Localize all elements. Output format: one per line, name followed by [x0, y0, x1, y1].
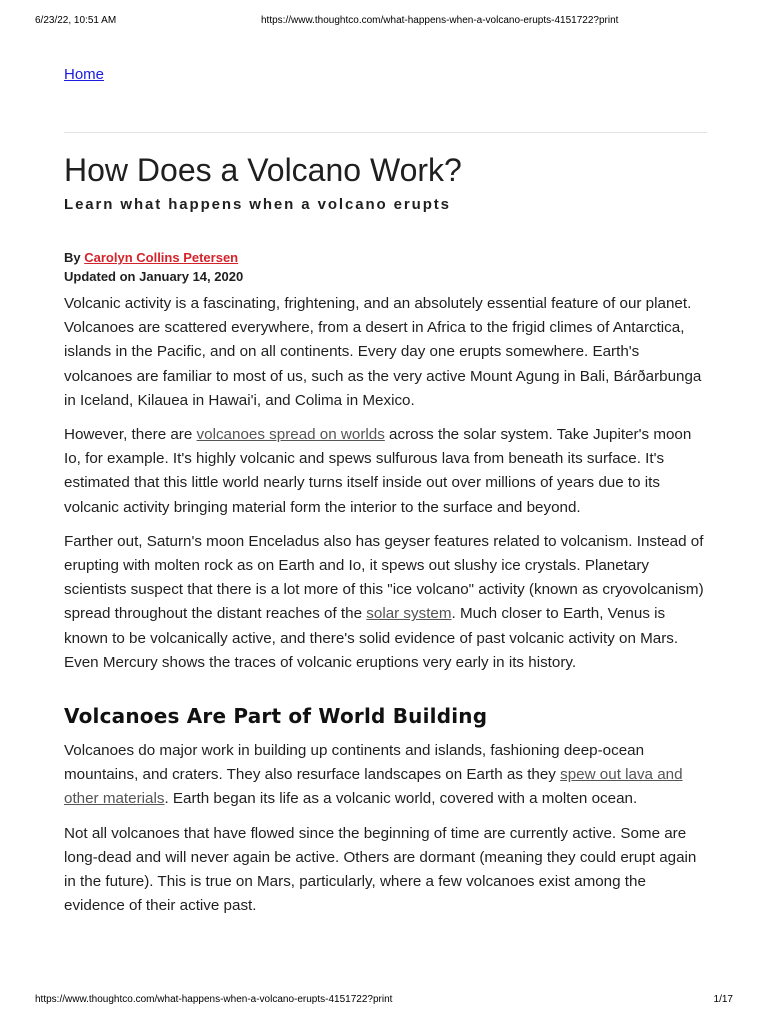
paragraph-2-text-b: across the solar system. Take Jupiter's moon Io, for example. It's highly volcanic and spews sulfurous lava from beneath its surface. It's estimated that this little world nearly turns itself inside out over millions of years due to its volcanic activity bringing material form the interior to the surface and beyond.: [64, 426, 692, 516]
paragraph-4-text-a: Volcanoes do major work in building up continents and islands, fashioning deep-ocean mountains, and craters. They also resurface landscapes on Earth as they: [64, 742, 645, 784]
paragraph-5: Not all volcanoes that have flowed since the beginning of time are currently active. Some are long-dead and will never again be active. Others are dormant (meaning they could erupt again in the future). This is true on Mars, particularly, where a few volcanoes exist among the evidence of their active past.: [64, 824, 697, 915]
section-heading: Volcanoes Are Part of World Building: [64, 704, 488, 729]
updated-date: Updated on January 14, 2020: [64, 269, 244, 284]
lava-materials-link[interactable]: spew out lava and other materials: [64, 766, 683, 808]
byline-prefix: By: [64, 250, 85, 265]
article-body: [64, 292, 707, 928]
print-datetime: 6/23/22, 10:51 AM: [35, 15, 117, 26]
article-title: How Does a Volcano Work?: [64, 152, 462, 188]
divider: [64, 132, 707, 133]
print-header: [0, 15, 768, 26]
paragraph-4-text-b: . Earth began its life as a volcanic world, covered with a molten ocean.: [164, 790, 638, 808]
paragraph-3-text-b: . Much closer to Earth, Venus is known to be volcanically active, and there's solid evidence of past volcanic activity on Mars. Even Mercury shows the traces of volcanic eruptions very early in its history.: [64, 605, 679, 671]
volcanoes-worlds-link[interactable]: volcanoes spread on worlds: [196, 426, 385, 444]
page-number: 1/17: [713, 994, 733, 1005]
home-link[interactable]: Home: [64, 66, 105, 83]
paragraph-2: [64, 423, 707, 520]
author-link[interactable]: Carolyn Collins Petersen: [84, 250, 239, 265]
print-footer: [0, 994, 768, 1005]
print-header-url: https://www.thoughtco.com/what-happens-when-a-volcano-erupts-4151722?print: [261, 15, 619, 26]
solar-system-link[interactable]: solar system: [366, 605, 452, 623]
article-content: [64, 66, 707, 915]
paragraph-1: Volcanic activity is a fascinating, frightening, and an absolutely essential feature of our planet. Volcanoes are scattered everywhere, from a desert in Africa to the frigid climes of Antarctica, islands in the Pacific, and on all continents. Every day one erupts somewhere. Earth's volcanoes are familiar to most of us, such as the very active Mount Agung in Bali, Bárðarbunga in Iceland, Kilauea in Hawai'i, and Colima in Mexico.: [64, 295, 702, 409]
paragraph-3: [64, 530, 707, 675]
article-subtitle: Learn what happens when a volcano erupts: [64, 196, 451, 213]
paragraph-3-text-a: Farther out, Saturn's moon Enceladus also has geyser features related to volcanism. Instead of erupting with molten rock as on Earth and Io, it spews out slushy ice crystals. Planetary scientists suspect that there is a lot more of this "ice volcano" activity (known as cryovolcanism) spread throughout the distant reaches of the: [64, 532, 704, 623]
byline: [64, 248, 243, 286]
paragraph-2-text-a: However, there are: [64, 426, 197, 444]
print-footer-url: https://www.thoughtco.com/what-happens-when-a-volcano-erupts-4151722?print: [35, 994, 393, 1005]
paragraph-4: [64, 739, 707, 812]
